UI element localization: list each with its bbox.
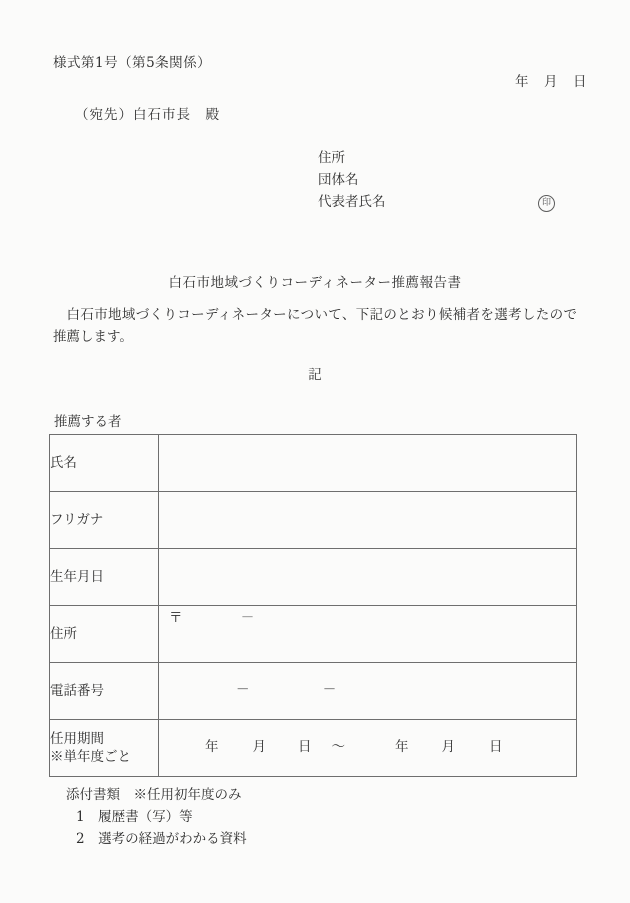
table-row-furigana [50, 492, 577, 549]
furigana-label: フリガナ [50, 492, 159, 549]
period-month-from: 月 [252, 739, 266, 756]
seal-character: 印 [541, 198, 551, 208]
appointment-period-label-line1: 任用期間 [50, 731, 104, 747]
recommendation-table [49, 434, 577, 777]
date-line: 年 月 日 [515, 74, 588, 90]
appointment-period-label-line2: ※単年度ごと [50, 749, 131, 765]
phone-value-cell [159, 663, 577, 720]
phone-dash-2: － [322, 682, 337, 699]
addressee-line: （宛先）白石市長 殿 [75, 107, 220, 123]
sender-block [318, 152, 386, 218]
period-tilde: ～ [331, 739, 345, 756]
name-label: 氏名 [50, 435, 159, 492]
document-title: 白石市地域づくりコーディネーター推薦報告書 [168, 275, 462, 291]
appointment-period-label [50, 720, 159, 777]
phone-dash-1: － [236, 682, 250, 699]
postal-code-line [159, 612, 576, 626]
sender-organization-label: 団体名 [318, 172, 359, 188]
birthdate-value-cell [159, 549, 577, 606]
table-row-address [50, 606, 577, 663]
period-year-from: 年 [205, 739, 219, 756]
appointment-period-line [159, 741, 576, 755]
seal-icon [538, 195, 555, 212]
table-row-phone [50, 663, 577, 720]
period-day-to: 日 [489, 739, 503, 756]
body-paragraph: 白石市地域づくりコーディネーターについて、下記のとおり候補者を選考したので推薦します。 [53, 307, 577, 345]
record-mark: 記 [308, 367, 322, 383]
postal-mark-icon: 〒 [169, 610, 183, 626]
table-row-appointment-period [50, 720, 577, 777]
phone-number-line [159, 684, 576, 698]
attachments-section [66, 784, 247, 850]
attachment-item-2: 2 選考の経過がわかる資料 [76, 831, 247, 847]
attachment-item-1: 1 履歴書（写）等 [76, 809, 193, 825]
period-day-from: 日 [298, 739, 312, 756]
table-row-birthdate [50, 549, 577, 606]
form-number: 様式第1号（第5条関係） [53, 55, 212, 71]
appointment-period-value-cell [159, 720, 577, 777]
name-value-cell [159, 435, 577, 492]
period-year-to: 年 [395, 739, 409, 756]
sender-address-label: 住所 [318, 150, 345, 166]
table-row-name [50, 435, 577, 492]
table-caption: 推薦する者 [54, 414, 122, 430]
address-label: 住所 [50, 606, 159, 663]
phone-label: 電話番号 [50, 663, 159, 720]
furigana-value-cell [159, 492, 577, 549]
sender-representative-label: 代表者氏名 [318, 194, 386, 210]
attachments-heading: 添付書類 ※任用初年度のみ [66, 787, 242, 803]
period-month-to: 月 [441, 739, 455, 756]
address-value-cell [159, 606, 577, 663]
birthdate-label: 生年月日 [50, 549, 159, 606]
postal-dash: － [240, 610, 255, 626]
